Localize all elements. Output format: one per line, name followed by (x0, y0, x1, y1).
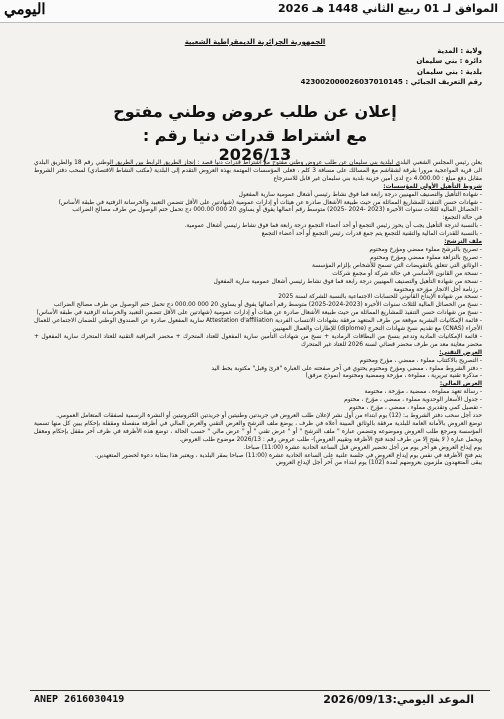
notice-body (34, 160, 482, 468)
body-paragraph: في حالة التجمع: (442, 215, 482, 222)
info-tax-id: رقم التعريف الجبائي : 423002000026037010145 (300, 78, 482, 87)
body-paragraph: - مذكرة تقنية تبريرية ، مملوءة ، مؤرخة وممضية ومختومة (نموذج مرفق) (305, 373, 482, 380)
body-paragraph: - قائمة الإمكانيات البشرية موقعة من طرف المتعهد مرفقة بشهادات الانتساب الفردية Attestation d'affiliation سارية المفعول صادرة عن الصندوق الوطني للضمان الاجتماعي للعمال الأجراء (CNAS) مع تقديم نسخ شهادات التخرج (diplome) للإطارات والعمال المهنيين (34, 318, 483, 333)
section-heading: شروط التأهيل الأولي للمؤسسات: (383, 183, 482, 190)
info-wilaya: ولاية : المدية (437, 47, 482, 55)
body-paragraph: يوم إيداع العروض هو آخر يوم من أجل تحضير العروض قبل الساعة الحادية عشرة (11:00) صباحا. (243, 444, 482, 451)
body-paragraph: - نسخة من شهادة الإيداع القانوني للحسابات الاجتماعية بالنسبة للشركة لسنة 2025 (278, 294, 482, 301)
body-paragraph: - جدول الأسعار الوحدوية مملوء ، ممضي ، مؤرخ ، مختوم (344, 397, 482, 404)
body-paragraph: توضع العروض بالأمانة العامة للبلدية مرفقة بالوثائق المبينة أعلاه في ظرف ، يوضع ملف الترشح والعرض التقني والعرض المالي في أظرفة منفصلة ومقفلة بإحكام يبين كل منها تسمية المؤسسة ومرجع طلب العروض وموضوعه وتتضمن عبارة " ملف الترشح " أو " عرض تقني " أو " عرض مالي " حسب الحالة ، توضع هذه الأظرفة في ظرف آخر مقفل بإحكام ومغفل ويحمل عبارة ( لا يفتح إلا من طرف لجنة فتح الأظرفة وتقييم العروض)- طلب عروض رقم : 2026/13 موضوع طلب العروض. (34, 420, 482, 443)
republic-header: الجمهورية الجزائرية الديمقراطية الشعبية (184, 38, 326, 46)
body-paragraph: - قائمة الإمكانيات المادية وتدعم بنسخ من البطاقات الرمادية + نسخ من شهادات التأمين سارية المفعول للعتاد المتحرك + محضر المراقبة التقنية للعتاد المتحرك سارية المفعول + محضر معاينة معد من طرف محضر قضائي لسنة 2026 للعتاد غير المتحرك (34, 333, 482, 348)
body-paragraph: - الحصائل المالية للثلاث سنوات الأخيرة (2023 -2024 -2025) متوسط رقم أعمالها يفوق أو يساوي 20 000 000.00 دج تحمل ختم الوصول من طرف مصالح الضرائب (72, 207, 482, 214)
body-paragraph: يعلن رئيس المجلس الشعبي البلدي لبلدية بني سليمان عن طلب عروض وطني مفتوح مع اشتراط قدرات دنيا قصد : إنجاز الطريق الرابط بين الطريق الوطني رقم 18 والطريق البلدي الى قرية المواعجية مرورا بقرقة لشقاشم مع المسالك على مسافة 3 كلم ، فعلى المؤسسات المهتمة بهذه العروض التقدم إلى البلدية (مكتب النشاط الاقتصادي) لسحب دفتر الشروط مقابل دفع مبلغ : 4.000.00 دج لدى أمين خزينة بلدية بني سليمان غير قابل للاسترجاع (34, 160, 483, 182)
body-paragraph: - نسخ من الحصائل المالية للثلاث سنوات الأخيرة (2023-2024-2025) متوسط رقم أعمالها يفوق أو يساوي 20 000 000.00 دج تحمل ختم الوصول من طرف مصالح الضرائب (53, 302, 482, 309)
notice-title: إعلان عن طلب عروض وطني مفتوح (113, 102, 397, 121)
section-heading: العرض المالي: (439, 381, 482, 388)
body-paragraph: - رسالة تعهد مملوءة ، ممضية ، مؤرخة ، مختومة (364, 389, 482, 396)
body-paragraph: - التصريح بالاكتتاب مملوء ، ممضي ، مؤرخ ومختوم (359, 357, 482, 364)
body-paragraph: - الوثائق التي تتعلق بالتفويضات التي تسمح للأشخاص بإلزام المؤسسة (312, 262, 482, 269)
body-paragraph: - دفتر الشروط مملوء ، ممضي ومؤرخ ومختوم يحتوي في آخر صفحته على العبارة "قرئ وقبل" مكتوبة بخط اليد (211, 365, 482, 372)
footer-divider (30, 690, 490, 691)
notice-subtitle: مع اشتراط قدرات دنيا رقم : 2026/13 (110, 126, 400, 166)
body-paragraph: - تصريح بالنزاهة مملوء ممضي ومؤرخ ومختوم (370, 254, 482, 261)
body-paragraph: - شهادة التأهيل والتصنيف المهنيين درجة رابعة فما فوق نشاط رئيسي أشغال عمومية سارية المفعول (238, 191, 482, 198)
body-paragraph: يتم فتح الأظرفة في نفس يوم إيداع العروض في جلسة علنية على الساعة الحادية عشرة (11:00) صباحا بمقر البلدية ، ويعتبر هذا بمثابة دعوة لحضور المتعهدين. (95, 452, 482, 459)
body-paragraph: يبقى المتعهدون ملزمون بعروضهم لمدة (102) يوم ابتداء من آخر أجل لإيداع العروض (275, 460, 482, 467)
newspaper-date: 2026 الموافق لـ 01 ربيع الثاني 1448 هـ (278, 2, 498, 15)
info-daira: دائرة : بني سليمان (416, 57, 482, 66)
body-paragraph: - رزنامة أجل الانجاز مؤرخة ومختومة (393, 286, 482, 293)
body-paragraph: - تصريح بالترشح مملوء ممضي ومؤرخ ومختوم (369, 246, 482, 253)
body-paragraph: - بالنسبة للقدرات المالية والتقنية للتجمع يتم جمع قدرات رئيس التجمع أو أحد أعضاء التجمع (261, 231, 482, 238)
body-paragraph: - نسخ من شهادات حسن التنفيذ للمشاريع المماثلة من حيث طبيعة الأشغال صادرة عن هيئات أو إدارات عمومية (شهادتين على الأقل تتضمن التعبيد والخرسانة الزفتية في طبقة الأساس) (36, 310, 482, 317)
anep-reference: ANEP 2616030419 (34, 694, 125, 705)
newspaper-footer-date: الموعد اليومي:2026/09/13 (323, 693, 474, 706)
issuer-info (262, 46, 482, 88)
section-heading: ملف الترشح: (444, 239, 482, 246)
newspaper-topbar (0, 0, 504, 23)
section-heading: العرض التقني: (439, 349, 482, 356)
body-paragraph: - نسخة من القانون الأساسي في حالة شركة أو مجمع شركات (332, 270, 482, 277)
body-paragraph: - شهادات حسن التنفيذ للمشاريع المماثلة من حيث طبيعة الأشغال صادرة عن هيئات أو إدارات عمومية (شهادتين على الأقل تتضمن التعبيد والخرسانة الزفتية في طبقة الأساس) (58, 199, 482, 206)
newspaper-masthead: اليومي (4, 0, 46, 18)
body-paragraph: - نسخة من شهادة التأهيل والتصنيف المهنيين درجة رابعة فما فوق نشاط رئيسي أشغال عمومية سارية المفعول (213, 278, 482, 285)
body-paragraph: - بالنسبة لدرجة التأهيل يجب أن يحوز رئيس التجمع أو أحد أعضاء التجمع درجة رابعة فما فوق نشاط رئيسي أشغال عمومية. (184, 223, 482, 230)
info-baladia: بلدية : بني سليمان (417, 67, 482, 76)
body-paragraph: - تفصيل كمي وتقديري مملوء ، ممضي ، مؤرخ ، مختوم (349, 405, 482, 412)
body-paragraph: حدد أجل سحب دفتر الشروط بـ: (12) يوم ابتداء من أول نشر لإعلان طلب العروض في جريدتين وطنيتين أو جريدتين الكترونيتين أو النشرة الرسمية لصفقات المتعامل العمومي. (56, 413, 482, 419)
